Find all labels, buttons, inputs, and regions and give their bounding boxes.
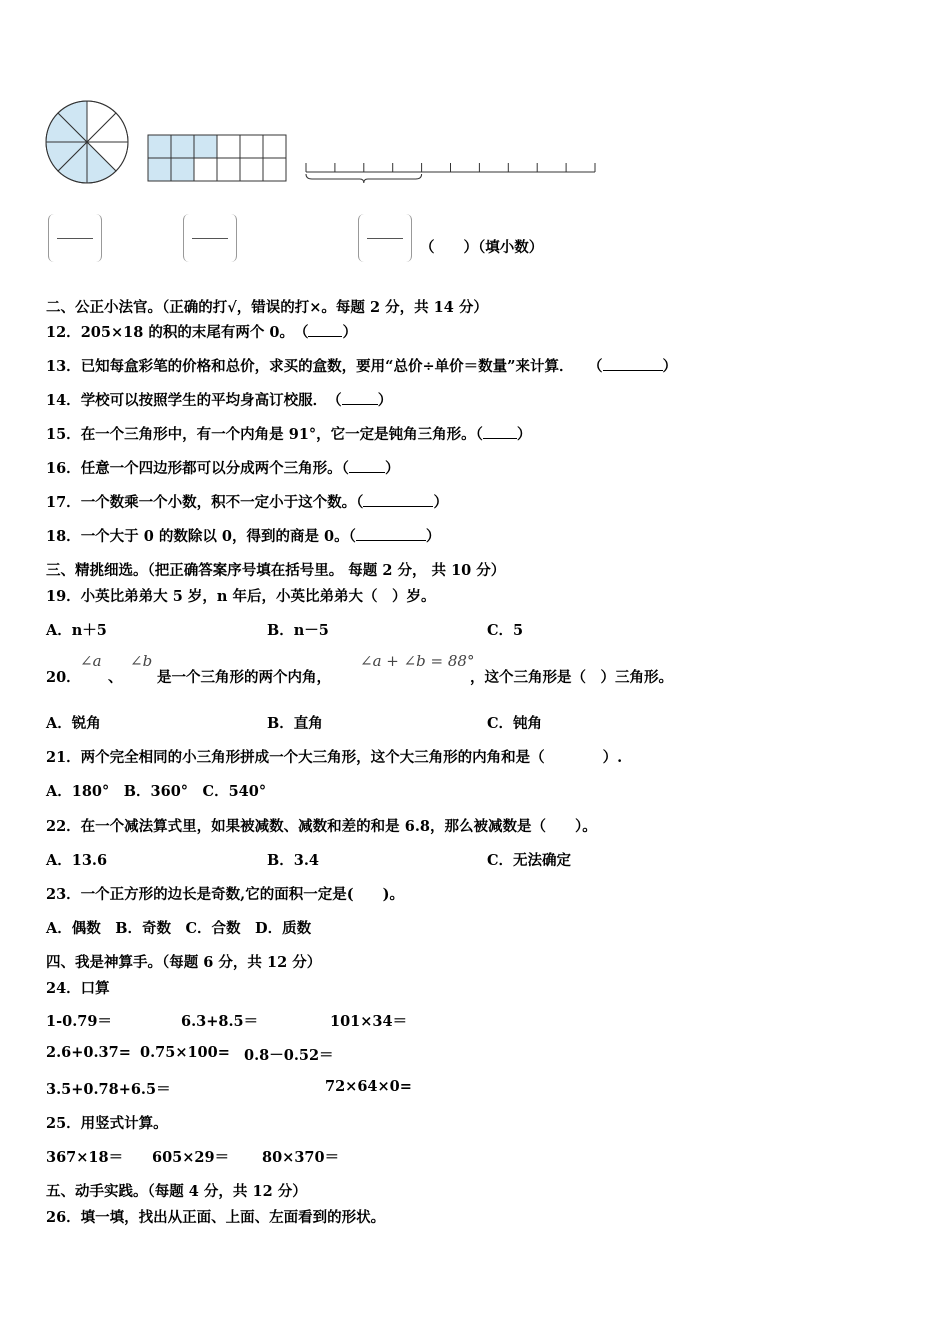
- calc-item: 0.8－0.52＝: [244, 1047, 334, 1064]
- fraction-blank-3[interactable]: [358, 214, 412, 262]
- calc-item: 72×64×0=: [325, 1078, 412, 1095]
- grid-cell: [171, 135, 194, 158]
- grid-cell: [240, 135, 263, 158]
- fill-decimal-label: （ ）（填小数）: [420, 239, 544, 256]
- answer-blank[interactable]: [483, 426, 517, 439]
- grid-cell: [148, 135, 171, 158]
- calc-item: 0.75×100=: [140, 1044, 230, 1061]
- calc-item: 3.5+0.78+6.5＝: [46, 1081, 171, 1098]
- grid-cell: [217, 158, 240, 181]
- q20-angle-b: ∠b: [130, 652, 153, 670]
- calc-item: 605×29＝: [152, 1149, 230, 1166]
- section5-header: 五、动手实践。（每题 4 分，共 12 分）: [46, 1183, 307, 1200]
- q20-option-c[interactable]: C．钝角: [487, 715, 543, 732]
- q20-equation: ∠a + ∠b = 88°: [360, 652, 475, 670]
- q19-option-b[interactable]: B．n－5: [267, 622, 329, 639]
- grid-cell: [171, 158, 194, 181]
- q20-number: 20．: [46, 669, 81, 686]
- answer-blank[interactable]: [342, 392, 378, 405]
- q20-option-a[interactable]: A．锐角: [46, 715, 101, 732]
- q21-options[interactable]: A．180° B．360° C．540°: [46, 783, 267, 800]
- grid-cell: [148, 158, 171, 181]
- answer-blank[interactable]: [363, 494, 433, 507]
- q19-option-c[interactable]: C．5: [487, 622, 524, 639]
- q22-option-a[interactable]: A．13.6: [46, 852, 108, 869]
- question-12: 12．205×18 的积的末尾有两个 0。 （ ）: [46, 324, 357, 341]
- question-15: 15．在一个三角形中，有一个内角是 91°，它一定是钝角三角形。（ ）: [46, 426, 532, 443]
- answer-blank[interactable]: [349, 460, 385, 473]
- fraction-blank-1[interactable]: [48, 214, 102, 262]
- fraction-grid: [147, 134, 287, 184]
- calc-item: 6.3+8.5＝: [181, 1013, 259, 1030]
- question-23: 23．一个正方形的边长是奇数,它的面积一定是( )。: [46, 886, 404, 903]
- question-13: 13．已知每盒彩笔的价格和总价，求买的盒数，要用“总价÷单价＝数量”来计算． （ ）: [46, 358, 678, 375]
- calc-item: 367×18＝: [46, 1149, 124, 1166]
- q22-option-b[interactable]: B．3.4: [267, 852, 319, 869]
- section2-header: 二、公正小法官。（正确的打√，错误的打×。每题 2 分，共 14 分）: [46, 299, 488, 316]
- q20-angle-a: ∠a: [80, 652, 102, 670]
- question-19: 19．小英比弟弟大 5 岁，n 年后，小英比弟弟大（ ）岁。: [46, 588, 436, 605]
- q20-text: 是一个三角形的两个内角，: [157, 669, 331, 686]
- number-line: [300, 150, 605, 185]
- question-18: 18．一个大于 0 的数除以 0，得到的商是 0。（ ）: [46, 528, 441, 545]
- calc-item: 80×370＝: [262, 1149, 340, 1166]
- grid-cell: [194, 135, 217, 158]
- answer-blank[interactable]: [356, 528, 426, 541]
- grid-cell: [263, 158, 286, 181]
- calc-item: 2.6+0.37=: [46, 1044, 131, 1061]
- calc-item: 1-0.79＝: [46, 1013, 112, 1030]
- q20-tail: ，这个三角形是（ ）三角形。: [470, 669, 673, 686]
- fraction-blank-2[interactable]: [183, 214, 237, 262]
- question-16: 16．任意一个四边形都可以分成两个三角形。（ ）: [46, 460, 400, 477]
- question-21: 21．两个完全相同的小三角形拼成一个大三角形，这个大三角形的内角和是（ ）.: [46, 749, 623, 766]
- q19-option-a[interactable]: A．n＋5: [46, 622, 107, 639]
- question-25: 25．用竖式计算。: [46, 1115, 168, 1132]
- grid-cell: [240, 158, 263, 181]
- q23-options[interactable]: A．偶数 B．奇数 C．合数 D．质数: [46, 920, 312, 937]
- number-line-brace: [306, 174, 422, 183]
- calc-item: 101×34＝: [330, 1013, 408, 1030]
- section3-header: 三、精挑细选。（把正确答案序号填在括号里。 每题 2 分， 共 10 分）: [46, 562, 506, 579]
- question-17: 17．一个数乘一个小数，积不一定小于这个数。（ ）: [46, 494, 448, 511]
- answer-blank[interactable]: [603, 358, 663, 371]
- answer-blank[interactable]: [308, 324, 342, 337]
- q20-option-b[interactable]: B．直角: [267, 715, 323, 732]
- question-26: 26．填一填，找出从正面、上面、左面看到的形状。: [46, 1209, 386, 1226]
- question-14: 14．学校可以按照学生的平均身高订校服． （ ）: [46, 392, 393, 409]
- grid-cell: [194, 158, 217, 181]
- question-24: 24．口算: [46, 980, 110, 997]
- grid-cell: [263, 135, 286, 158]
- q20-separator: 、: [108, 669, 123, 686]
- question-22: 22．在一个减法算式里，如果被减数、减数和差的和是 6.8，那么被减数是（ ）。: [46, 818, 597, 835]
- q22-option-c[interactable]: C．无法确定: [487, 852, 572, 869]
- section4-header: 四、我是神算手。（每题 6 分，共 12 分）: [46, 954, 322, 971]
- fraction-circle: [40, 95, 135, 190]
- grid-cell: [217, 135, 240, 158]
